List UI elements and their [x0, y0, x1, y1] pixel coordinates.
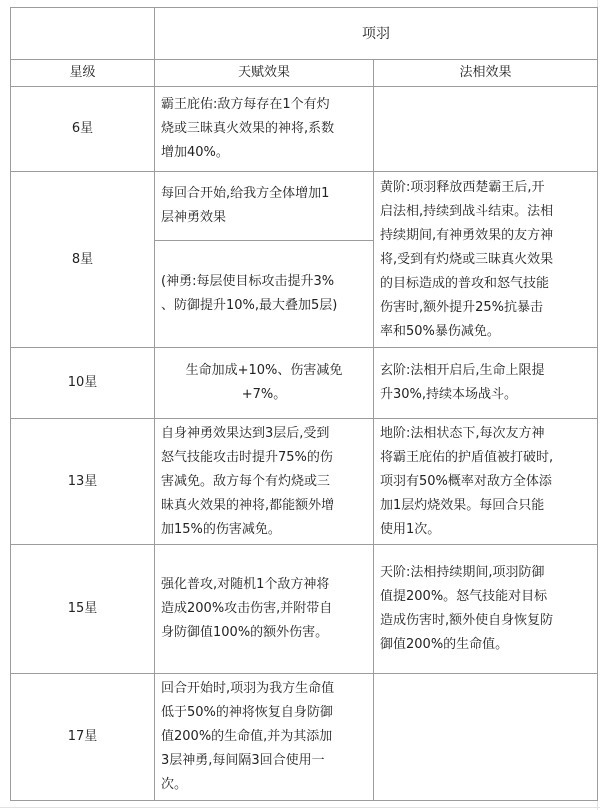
talent-cell: [155, 241, 373, 347]
dharma-cell: [374, 172, 597, 347]
dharma-column-header: 法相效果: [459, 65, 512, 80]
star-level: 8星: [71, 251, 94, 267]
talent-column-header: 天赋效果: [237, 65, 290, 80]
table-border: [10, 800, 597, 801]
talent-cell: [155, 87, 373, 171]
talent-text: 每回合开始,给我方全体增加1 层神勇效果: [161, 186, 330, 225]
talent-text: 自身神勇效果达到3层后,受到 怒气技能攻击时提升75%的伤 害减免。敌方每个有灼烧或三 昧真火效果的神将,都能额外增 加15%的伤害减免。: [161, 425, 335, 537]
talent-note-text: (神勇:每层使目标攻击提升3% 、防御提升10%,最大叠加5层): [161, 274, 338, 313]
dharma-text: 天阶:法相持续期间,项羽防御 值提200%。怒气技能对目标 造成伤害时,额外使自身恢复防 御值200%的生命值。: [380, 565, 554, 652]
talent-cell: [155, 545, 373, 673]
star-level: 10星: [67, 375, 98, 390]
star-level: 6星: [71, 121, 94, 136]
talent-text: 强化普攻,对随机1个敌方神将 造成200%攻击伤害,并附带自 身防御值100%的额外伤害。: [161, 577, 333, 640]
table-border: [597, 7, 598, 801]
talent-text: 生命加成+10%、伤害减免 +7%。: [185, 363, 343, 402]
dharma-cell: [374, 674, 597, 800]
dharma-text: 黄阶:项羽释放西楚霸王后,开 启法相,持续到战斗结束。法相 持续期间,有神勇效果的友方神 将,受到有灼烧或三昧真火效果 的目标造成的普攻和怒气技能 伤害时,额外提升25%抗暴击 率和50%暴伤减免。: [380, 179, 554, 339]
talent-cell: [155, 348, 373, 418]
star-level: 17星: [67, 729, 98, 744]
talent-text: 霸王庇佑:敌方每存在1个有灼 烧或三昧真火效果的神将,系数 增加40%。: [161, 97, 335, 160]
dharma-cell: [374, 87, 597, 171]
sheet-gridline: [0, 807, 600, 808]
hero-name-header: 项羽: [362, 25, 390, 42]
dharma-text: 地阶:法相状态下,每次友方神 将霸王庇佑的护盾值被打破时, 项羽有50%概率对敌方全体添 加1层灼烧效果。每回合只能 使用1次。: [380, 425, 554, 537]
dharma-text: 玄阶:法相开启后,生命上限提 升30%,持续本场战斗。: [380, 363, 545, 402]
dharma-cell: [374, 419, 597, 544]
talent-cell: [155, 172, 373, 240]
star-level: 15星: [67, 601, 98, 616]
talent-cell: [155, 419, 373, 544]
star-column-header: 星级: [69, 65, 96, 80]
dharma-cell: [374, 545, 597, 673]
dharma-cell: [374, 348, 597, 418]
talent-text: 回合开始时,项羽为我方生命值 低于50%的神将恢复自身防御 值200%的生命值,并为其添加 3层神勇,每间隔3回合使用一 次。: [161, 681, 335, 792]
talent-cell: [155, 674, 373, 800]
star-level: 13星: [67, 473, 98, 489]
